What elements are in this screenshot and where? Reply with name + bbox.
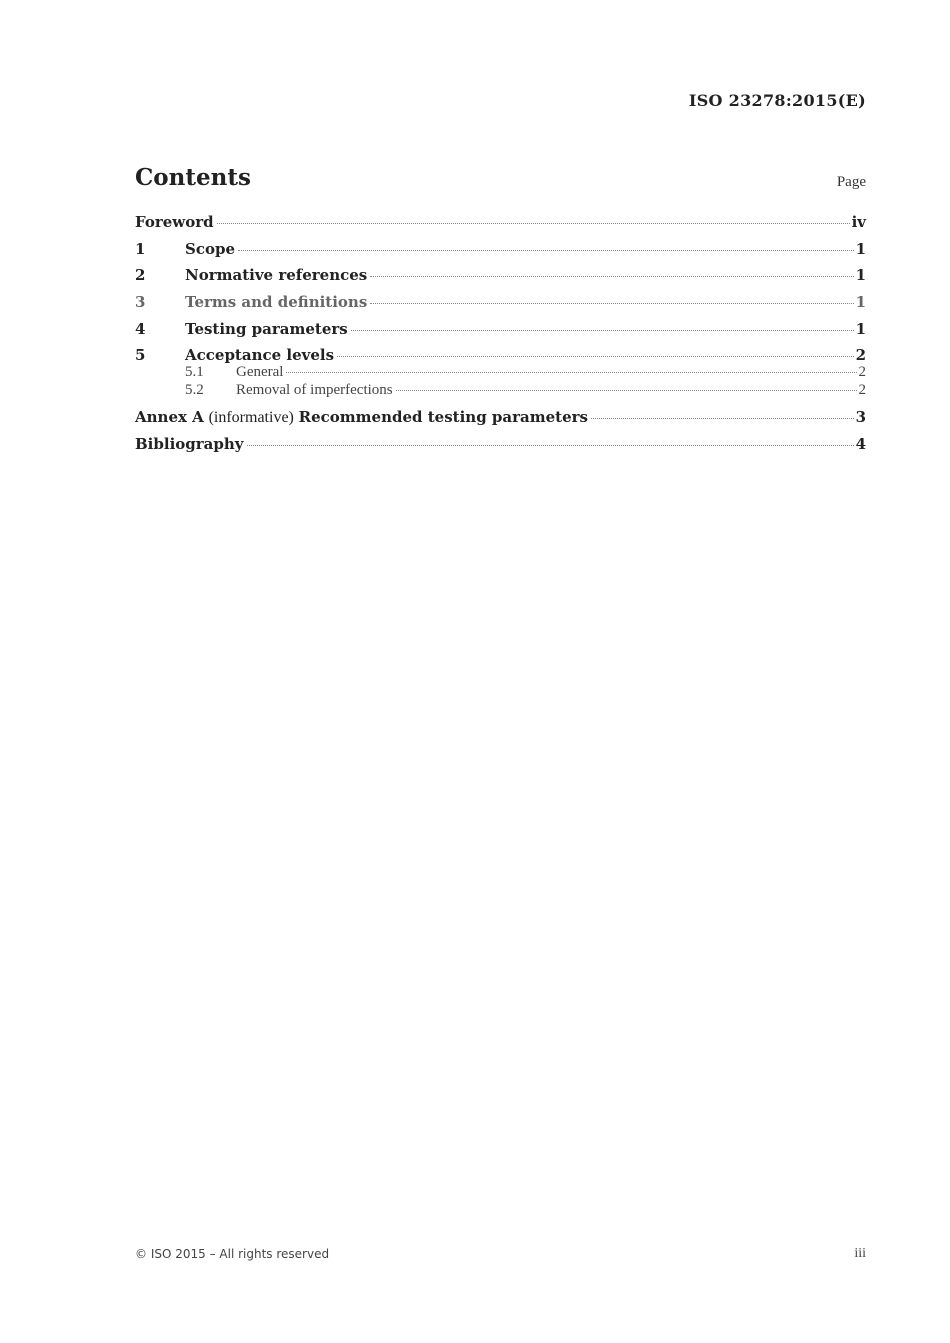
- toc-entry-testing-parameters[interactable]: [135, 320, 866, 347]
- dot-leader: [396, 390, 857, 391]
- toc-entry-terms-and-definitions[interactable]: [135, 293, 866, 320]
- dot-leader: [591, 418, 854, 419]
- dot-leader: [286, 372, 856, 373]
- toc-subentry-general[interactable]: [135, 364, 866, 382]
- toc-entry-number: 5: [135, 346, 146, 365]
- toc-entry-number: 5.1: [185, 364, 204, 381]
- toc-entry-number: 5.2: [185, 382, 204, 399]
- toc-entry-page: iv: [851, 213, 866, 231]
- toc-entry-page: 4: [855, 435, 866, 454]
- annex-label: Annex A: [135, 408, 204, 427]
- toc-entry-label: Scope: [185, 239, 236, 258]
- toc-entry-number: 3: [135, 293, 146, 312]
- dot-leader: [337, 356, 854, 357]
- page-column-label: Page: [836, 174, 866, 190]
- dot-leader: [217, 223, 850, 224]
- toc-entry-acceptance-levels[interactable]: [135, 346, 866, 364]
- toc-entry-page: 1: [855, 266, 866, 285]
- toc-entry-label: General: [236, 364, 284, 381]
- toc-entry-label: Bibliography: [135, 435, 244, 454]
- contents-heading: Contents: [135, 164, 251, 191]
- toc-entry-page: 1: [855, 239, 866, 258]
- annex-title: Recommended testing parameters: [298, 408, 588, 427]
- toc-entry-number: 4: [135, 319, 146, 338]
- page-number: iii: [854, 1246, 866, 1261]
- toc-entry-label: [135, 408, 588, 427]
- dot-leader: [370, 303, 853, 304]
- toc-entry-bibliography[interactable]: [135, 435, 866, 462]
- toc-entry-normative-references[interactable]: [135, 266, 866, 293]
- toc-entry-label: Acceptance levels: [185, 346, 335, 365]
- annex-type: (informative): [208, 409, 294, 427]
- toc-entry-page: 1: [855, 319, 866, 338]
- document-identifier: ISO 23278:2015(E): [688, 91, 866, 110]
- toc-entry-number: 2: [135, 266, 146, 285]
- toc-entry-page: 2: [855, 346, 866, 365]
- toc-entry-label: Testing parameters: [185, 319, 348, 338]
- toc-entry-page: 1: [855, 293, 866, 312]
- dot-leader: [238, 250, 854, 251]
- toc-entry-label: Normative references: [185, 266, 368, 285]
- toc-entry-annex-a[interactable]: [135, 408, 866, 435]
- dot-leader: [247, 445, 854, 446]
- toc-entry-label: Terms and definitions: [185, 293, 368, 312]
- toc-entry-foreword[interactable]: [135, 213, 866, 240]
- toc-subentry-removal-of-imperfections[interactable]: [135, 382, 866, 408]
- toc-entry-number: 1: [135, 239, 146, 258]
- toc-entry-label: Removal of imperfections: [236, 382, 393, 399]
- toc-entry-page: 2: [858, 364, 866, 381]
- dot-leader: [351, 330, 854, 331]
- toc-entry-page: 3: [855, 408, 866, 427]
- toc-entry-label: Foreword: [135, 213, 214, 231]
- toc-entry-page: 2: [858, 382, 866, 399]
- copyright-notice: © ISO 2015 – All rights reserved: [135, 1247, 330, 1261]
- toc-entry-scope[interactable]: [135, 240, 866, 267]
- table-of-contents: [135, 213, 866, 462]
- dot-leader: [370, 276, 853, 277]
